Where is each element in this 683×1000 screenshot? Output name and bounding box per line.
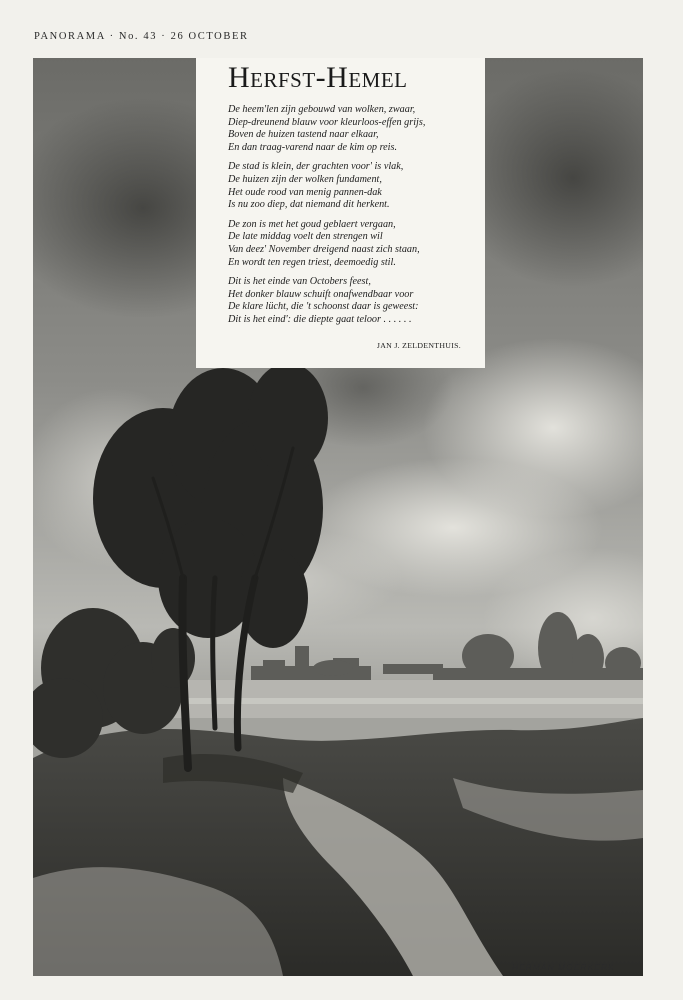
verse-line: De late middag voelt den strengen wil xyxy=(228,231,383,243)
stanza-1 xyxy=(228,104,473,154)
verse-line: Dit is het eind': die diepte gaat teloor . . . . . . xyxy=(228,313,412,325)
verse-line: Het oude rood van menig pannen-dak xyxy=(228,186,382,198)
poem-title: Herfst-Hemel xyxy=(228,61,408,94)
verse-line: Boven de huizen tastend naar elkaar, xyxy=(228,129,379,141)
poem-box xyxy=(196,58,485,368)
poem-author: JAN J. ZELDENTHUIS. xyxy=(376,341,461,350)
verse-line: En dan traag-varend naar de kim op reis. xyxy=(228,141,398,153)
verse-line: En wordt ten regen triest, deemoedig stil. xyxy=(228,256,396,268)
stanza-2 xyxy=(228,161,473,211)
stanza-3 xyxy=(228,219,473,269)
artist-signature: HERMAN MOERKERK xyxy=(511,962,616,972)
verse-line: De stad is klein, der grachten voor' is vlak, xyxy=(228,161,404,173)
verse-line: Dit is het einde van Octobers feest, xyxy=(228,276,371,288)
running-head: PANORAMA · No. 43 · 26 OCTOBER xyxy=(34,31,249,42)
verse-line: De heem'len zijn gebouwd van wolken, zwaar, xyxy=(228,104,416,115)
verse-line: Van deez' November dreigend naast zich staan, xyxy=(228,243,420,255)
verse-line: De huizen zijn der wolken fundament, xyxy=(228,173,382,185)
verse-line: Is nu zoo diep, dat niemand dit herkent. xyxy=(228,199,390,211)
verse-line: Diep-dreunend blauw voor kleurloos-effen grijs, xyxy=(228,116,426,128)
verse-line: De zon is met het goud geblaert vergaan, xyxy=(228,218,396,230)
verse-line: De klare lücht, die 't schoonst daar is geweest: xyxy=(228,301,419,313)
stanza-4 xyxy=(228,276,473,326)
verse-line: Het donker blauw schuift onafwendbaar voor xyxy=(228,288,414,300)
